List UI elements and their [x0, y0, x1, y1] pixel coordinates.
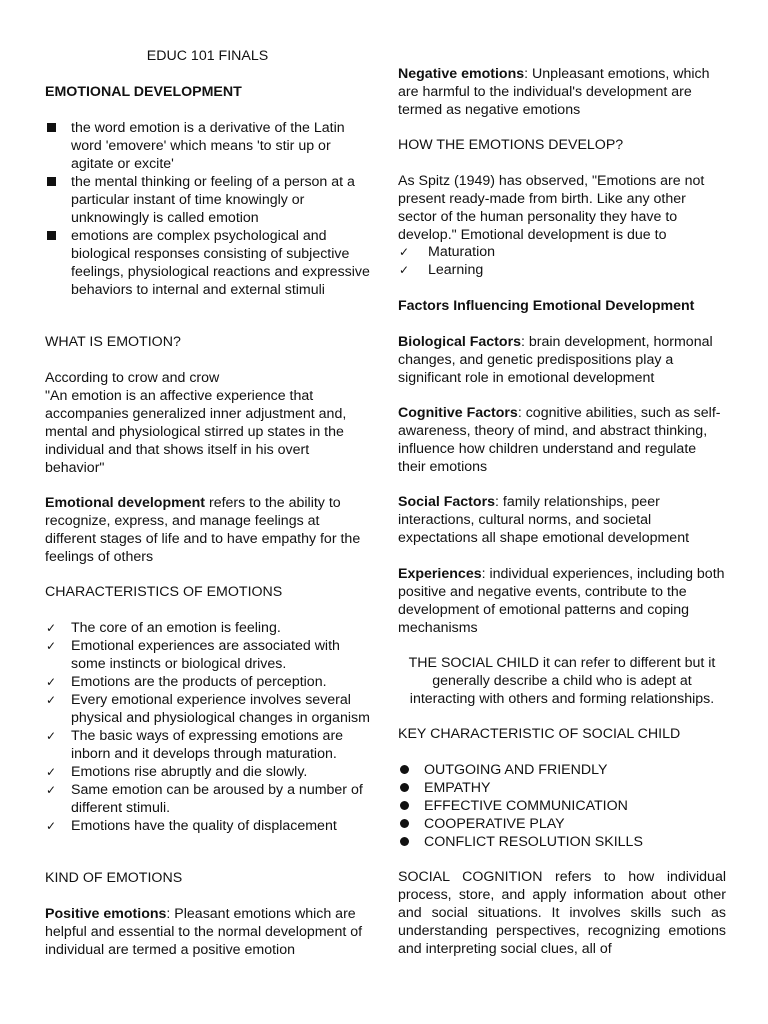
section-heading-what-is-emotion: WHAT IS EMOTION?	[45, 334, 181, 350]
section-heading-characteristics: CHARACTERISTICS OF EMOTIONS	[45, 584, 283, 600]
list-item: ✓ Every emotional experience involves several physical and physiological changes in organism	[46, 692, 370, 726]
emotional-development-paragraph: Emotional development refers to the ability to recognize, express, and manage feelings at different stages of life and to have empathy for the feelings of others	[45, 495, 361, 565]
bullet-dot-icon	[400, 837, 409, 846]
checkmark-icon: ✓	[46, 765, 57, 779]
list-item: ✓ Maturation	[399, 244, 496, 260]
list-item: emotions are complex psychological and biological responses consisting of subjective feelings, physiological reactions and expressive behaviors to internal and external stimuli	[45, 227, 370, 299]
list-item: COOPERATIVE PLAY	[398, 815, 726, 833]
square-bullet-icon	[47, 231, 56, 240]
according-line: According to crow and crow	[45, 370, 220, 386]
positive-emotions-paragraph: Positive emotions: Pleasant emotions which are helpful and essential to the normal development of individual are termed a positive emotion	[45, 906, 363, 958]
checkmark-icon: ✓	[46, 621, 57, 635]
checkmark-icon: ✓	[46, 675, 57, 689]
checkmark-icon: ✓	[399, 263, 410, 277]
checkmark-icon: ✓	[46, 729, 57, 743]
list-item: ✓ The core of an emotion is feeling.	[46, 620, 281, 636]
social-factors-paragraph: Social Factors: family relationships, peer interactions, cultural norms, and societal expectations all shape emotional development	[398, 494, 690, 546]
development-factors-list	[398, 243, 726, 279]
list-item: ✓ Learning	[399, 262, 484, 278]
checkmark-icon: ✓	[46, 639, 57, 653]
document-title: EDUC 101 FINALS	[146, 48, 269, 64]
section-heading-key-characteristic: KEY CHARACTERISTIC OF SOCIAL CHILD	[398, 726, 681, 742]
section-heading-emotional-development: EMOTIONAL DEVELOPMENT	[45, 84, 242, 100]
list-item: the mental thinking or feeling of a person at a particular instant of time knowingly or unknowingly is called emotion	[45, 173, 370, 227]
list-item: ✓ Emotional experiences are associated with some instincts or biological drives.	[46, 638, 340, 672]
experiences-paragraph: Experiences: individual experiences, including both positive and negative events, contribute to the development of emotional patterns and coping mechanisms	[398, 566, 725, 636]
bullet-dot-icon	[400, 801, 409, 810]
list-item: OUTGOING AND FRIENDLY	[398, 761, 726, 779]
checkmark-icon: ✓	[399, 245, 410, 259]
list-item: EMPATHY	[398, 779, 726, 797]
list-item: ✓ Emotions have the quality of displacement	[46, 818, 337, 834]
negative-emotions-paragraph: Negative emotions: Unpleasant emotions, which are harmful to the individual's development are termed as negative emotions	[398, 66, 710, 118]
square-bullet-icon	[47, 177, 56, 186]
checkmark-icon: ✓	[46, 693, 57, 707]
section-heading-how-emotions-develop: HOW THE EMOTIONS DEVELOP?	[398, 137, 624, 153]
section-heading-factors: Factors Influencing Emotional Development	[398, 298, 695, 314]
definition-quote: "An emotion is an affective experience that accompanies generalized inner adjustment and, mental and physiological stirred up states in the individual and that shows itself in his overt behavior"	[45, 388, 347, 476]
list-item: ✓ Same emotion can be aroused by a number of different stimuli.	[46, 782, 363, 816]
cognitive-factors-paragraph: Cognitive Factors: cognitive abilities, such as self-awareness, theory of mind, and abstract thinking, influence how children understand and regulate their emotions	[398, 405, 721, 475]
bullet-dot-icon	[400, 765, 409, 774]
biological-factors-paragraph: Biological Factors: brain development, hormonal changes, and genetic predispositions play a significant role in emotional development	[398, 334, 713, 386]
social-child-paragraph: THE SOCIAL CHILD it can refer to different but it generally describe a child who is adept at interacting with others and forming relationships.	[408, 655, 716, 707]
square-bullet-icon	[47, 123, 56, 132]
checkmark-icon: ✓	[46, 819, 57, 833]
key-characteristics-list	[398, 761, 726, 851]
characteristics-list	[45, 619, 370, 835]
section-heading-kind-of-emotions: KIND OF EMOTIONS	[45, 870, 183, 886]
list-item: ✓ Emotions rise abruptly and die slowly.	[46, 764, 308, 780]
spitz-paragraph: As Spitz (1949) has observed, "Emotions are not present ready-made from birth. Like any other sector of the human personality they have to develop." Emotional development is due to	[398, 173, 705, 243]
list-item: the word emotion is a derivative of the Latin word 'emovere' which means 'to stir up or agitate or excite'	[45, 119, 370, 173]
bullet-dot-icon	[400, 783, 409, 792]
bullet-dot-icon	[400, 819, 409, 828]
list-item: CONFLICT RESOLUTION SKILLS	[398, 833, 726, 851]
intro-bullet-list	[45, 119, 370, 299]
list-item: ✓ Emotions are the products of perception.	[46, 674, 327, 690]
list-item: EFFECTIVE COMMUNICATION	[398, 797, 726, 815]
list-item: ✓ The basic ways of expressing emotions are inborn and it develops through maturation.	[46, 728, 344, 762]
checkmark-icon: ✓	[46, 783, 57, 797]
social-cognition-paragraph: SOCIAL COGNITION refers to how individual process, store, and apply information about other and social situations. It involves skills such as understanding perspectives, recognizing emotions and interpreting social clues, all of	[398, 869, 726, 957]
